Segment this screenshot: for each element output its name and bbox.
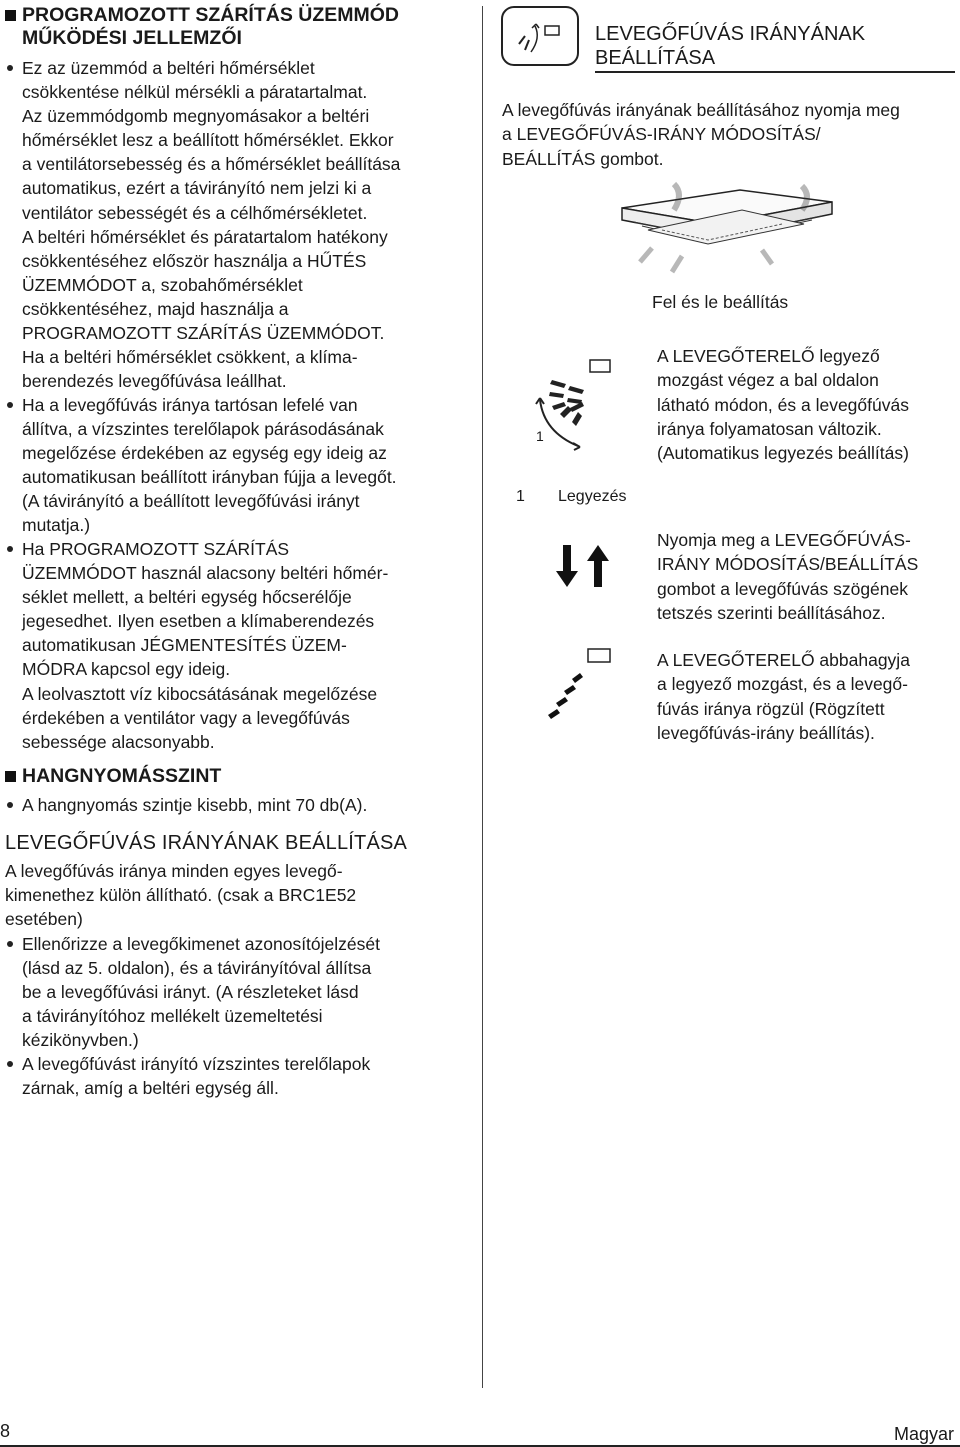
intro-paragraph <box>502 98 960 171</box>
text-line: A levegőfúvás iránya minden egyes levegő- <box>5 861 343 881</box>
text-line: csökkentéséhez először használja a HŰTÉS <box>22 250 367 271</box>
text-line: látható módon, és a levegőfúvás <box>657 394 909 415</box>
text-line: mozgást végez a bal oldalon <box>657 370 879 391</box>
heading-line: BEÁLLÍTÁSA <box>595 47 716 69</box>
text-line: a LEVEGŐFÚVÁS-IRÁNY MÓDOSÍTÁS/ <box>502 124 821 145</box>
bullet-text: A hangnyomás szintje kisebb, mint 70 db(A). <box>22 795 368 815</box>
legend-text: Legyezés <box>558 488 627 505</box>
text-line: berendezés levegőfúvása leállhat. <box>22 371 287 392</box>
bullet-item <box>5 1052 482 1100</box>
swing-description <box>657 344 957 465</box>
text-line: Ha a levegőfúvás iránya tartósan lefelé van <box>22 395 358 415</box>
heading-line: MŰKÖDÉSI JELLEMZŐI <box>22 27 242 49</box>
text-line: sebessége alacsonyabb. <box>22 731 215 752</box>
text-line: A levegőfúvást irányító vízszintes terelőlapok <box>22 1054 371 1074</box>
text-line: ÜZEMMÓDOT a, szobahőmérséklet <box>22 274 303 295</box>
section-heading-airflow-direction: LEVEGŐFÚVÁS IRÁNYÁNAK BEÁLLÍTÁSA <box>5 832 408 854</box>
text-line: esetében) <box>5 909 83 930</box>
intro-paragraph <box>5 859 465 931</box>
text-line: Ha PROGRAMOZOTT SZÁRÍTÁS <box>22 539 290 559</box>
text-line: állítva, a vízszintes terelőlapok párásodásának <box>22 419 384 440</box>
text-line: csökkentése nélkül mérsékli a páratartalmat. <box>22 82 368 103</box>
right-heading <box>595 22 955 70</box>
bullet-dot <box>7 402 13 408</box>
text-line: a ventilátorsebesség és a hőmérséklet beállítása <box>22 154 401 175</box>
column-divider <box>482 6 483 1388</box>
text-line: gombot a levegőfúvás szögének <box>657 578 908 599</box>
text-line: IRÁNY MÓDOSÍTÁS/BEÁLLÍTÁS <box>657 554 919 575</box>
text-line: MÓDRA kapcsol egy ideig. <box>22 659 231 680</box>
fixed-description <box>657 648 957 745</box>
text-line: BEÁLLÍTÁS gombot. <box>502 148 664 169</box>
text-line: érdekében a ventilátor vagy a levegőfúvás <box>22 707 350 728</box>
text-line: kimenethez külön állítható. (csak a BRC1E52 <box>5 885 357 906</box>
text-line: PROGRAMOZOTT SZÁRÍTÁS ÜZEMMÓDOT. <box>22 323 385 344</box>
page-number: 8 <box>0 1421 11 1441</box>
text-line: jegesedhet. Ilyen esetben a klímaberendezés <box>22 611 375 632</box>
section-heading-sound-pressure <box>5 765 221 788</box>
text-line: Az üzemmódgomb megnyomásakor a beltéri <box>22 106 370 127</box>
text-line: ventilátor sebességét és a célhőmérsékletet. <box>22 202 368 223</box>
text-line: (Automatikus legyezés beállítás) <box>657 443 909 464</box>
text-line: levegőfúvás-irány beállítás). <box>657 722 875 743</box>
heading-line: PROGRAMOZOTT SZÁRÍTÁS ÜZEMMÓD <box>22 4 399 26</box>
text-line: Nyomja meg a LEVEGŐFÚVÁS- <box>657 530 911 550</box>
airflow-direction-button-icon <box>501 6 579 66</box>
bullet-dot <box>7 65 13 71</box>
text-line: mutatja.) <box>22 515 91 536</box>
footer-language: Magyar <box>893 1424 954 1444</box>
bullet-item <box>5 932 482 1052</box>
bullet-item <box>5 56 482 393</box>
text-line: Ez az üzemmód a beltéri hőmérséklet <box>22 58 315 78</box>
bullet-dot <box>7 1061 13 1067</box>
text-line: zárnak, amíg a beltéri egység áll. <box>22 1078 279 1099</box>
text-line: A LEVEGŐTERELŐ abbahagyja <box>657 650 910 670</box>
text-line: csökkentéséhez, majd használja a <box>22 298 289 319</box>
text-line: automatikus, ezért a távirányító nem jelzi ki a <box>22 178 372 199</box>
heading-rule <box>595 71 955 73</box>
text-line: automatikusan beállított irányban fújja a levegőt. <box>22 467 397 488</box>
bullet-item <box>5 537 482 754</box>
text-line: Ha a beltéri hőmérséklet csökkent, a klíma- <box>22 347 358 368</box>
text-line: be a levegőfúvási irányt. (A részleteket lásd <box>22 982 359 1003</box>
square-bullet-icon <box>5 10 16 21</box>
text-line: A leolvasztott víz kibocsátásának megelőzése <box>22 683 378 704</box>
text-line: séklet mellett, a beltéri egység hőcserélője <box>22 587 352 608</box>
text-line: kézikönyvben.) <box>22 1030 139 1051</box>
bullet-item <box>5 393 482 538</box>
text-line: A beltéri hőmérséklet és páratartalom hatékony <box>22 226 388 247</box>
figure-caption: Fel és le beállítás <box>652 292 789 312</box>
text-line: megelőzése érdekében az egység egy ideig az <box>22 443 387 464</box>
text-line: automatikusan JÉGMENTESÍTÉS ÜZEM- <box>22 635 347 656</box>
figure-label: 1 <box>536 428 544 444</box>
cassette-unit-figure <box>612 180 842 280</box>
text-line: A levegőfúvás irányának beállításához nyomja meg <box>502 100 900 120</box>
text-line: fúvás iránya rögzül (Rögzített <box>657 698 885 719</box>
section-heading-programmed-dry <box>5 4 492 50</box>
text-line: (lásd az 5. oldalon), és a távirányítóval állítsa <box>22 958 372 979</box>
square-bullet-icon <box>5 771 16 782</box>
legend-number: 1 <box>516 488 525 505</box>
bullet-item <box>5 793 482 817</box>
heading-text: HANGNYOMÁSSZINT <box>22 765 222 787</box>
bullet-dot <box>7 941 13 947</box>
text-line: hőmérséklet lesz a beállított hőmérséklet. Ekkor <box>22 130 394 151</box>
press-description <box>657 528 957 625</box>
up-down-arrows-icon <box>555 543 615 589</box>
text-line: (A távirányító a beállított levegőfúvási irányt <box>22 491 360 512</box>
bullet-dot <box>7 802 13 808</box>
text-line: Ellenőrizze a levegőkimenet azonosítójelzését <box>22 934 380 954</box>
fixed-direction-figure <box>540 645 640 725</box>
bullet-dot <box>7 546 13 552</box>
text-line: tetszés szerinti beállításához. <box>657 602 886 623</box>
text-line: A LEVEGŐTERELŐ legyező <box>657 346 880 366</box>
text-line: a távirányítóhoz mellékelt üzemeltetési <box>22 1006 323 1027</box>
text-line: a legyező mozgást, és a levegő- <box>657 674 908 695</box>
text-line: ÜZEMMÓDOT használ alacsony beltéri hőmér- <box>22 563 389 584</box>
heading-line: LEVEGŐFÚVÁS IRÁNYÁNAK <box>595 23 866 45</box>
text-line: iránya folyamatosan változik. <box>657 418 882 439</box>
